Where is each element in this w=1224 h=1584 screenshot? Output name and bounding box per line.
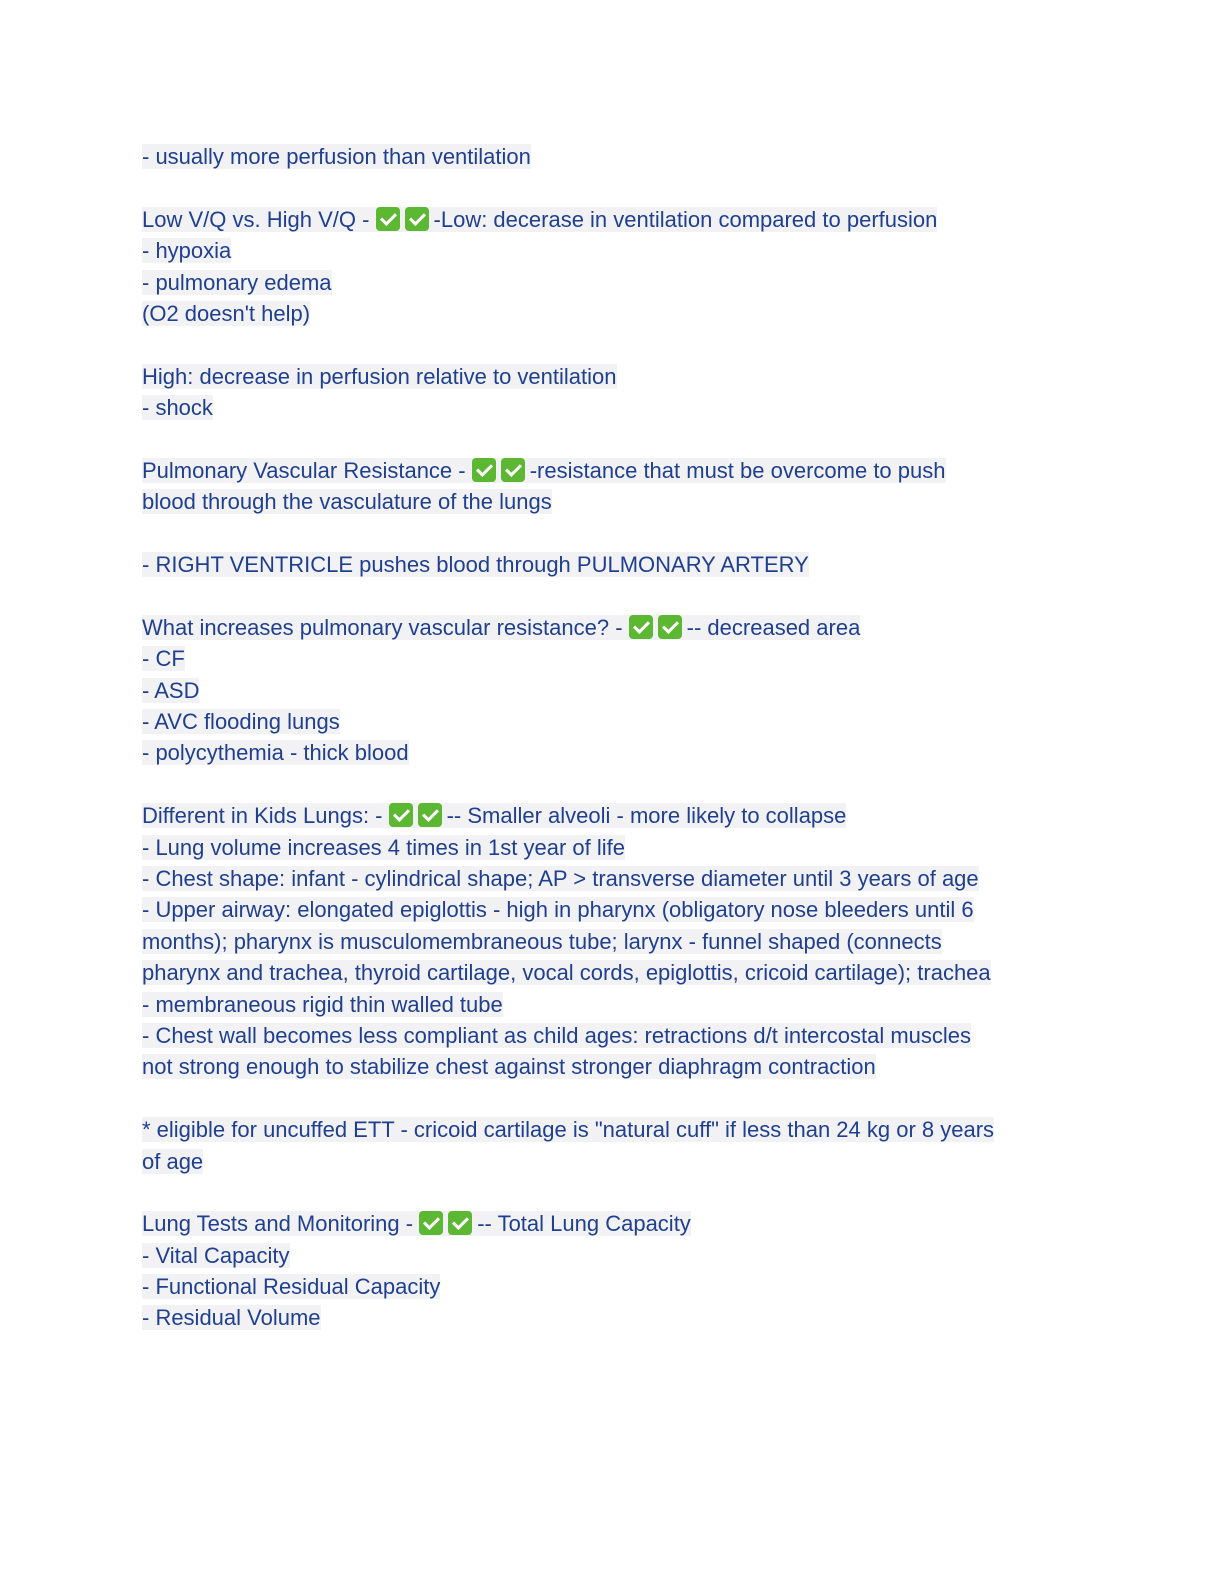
line-text: blood through the vasculature of the lungs bbox=[142, 489, 552, 515]
line-text: - AVC flooding lungs bbox=[142, 709, 340, 735]
line-text: pharynx and trachea, thyroid cartilage, vocal cords, epiglottis, cricoid cartilage); trachea bbox=[142, 960, 991, 986]
check-mark-button-icon bbox=[448, 1211, 472, 1235]
paragraph-gap bbox=[142, 172, 1082, 203]
text-line bbox=[142, 455, 1082, 486]
line-text: - Lung volume increases 4 times in 1st year of life bbox=[142, 834, 626, 860]
highlighted-text bbox=[142, 992, 503, 1017]
paragraph-gap bbox=[142, 518, 1082, 549]
text-line bbox=[142, 1240, 1082, 1271]
text-line bbox=[142, 361, 1082, 392]
highlighted-text bbox=[142, 646, 185, 671]
text-line bbox=[142, 894, 1082, 925]
line-text: * eligible for uncuffed ETT - cricoid cartilage is "natural cuff" if less than 24 kg or 8 years bbox=[142, 1117, 995, 1143]
check-mark-button-icon bbox=[376, 207, 400, 231]
check-mark-button-icon bbox=[419, 1211, 443, 1235]
text-line bbox=[142, 1302, 1082, 1333]
line-text: - Functional Residual Capacity bbox=[142, 1274, 441, 1300]
flashcard-term: Low V/Q vs. High V/Q - bbox=[142, 206, 376, 232]
text-line bbox=[142, 612, 1082, 643]
highlighted-text bbox=[142, 1149, 203, 1174]
flashcard-answer: -resistance that must be overcome to push bbox=[529, 457, 946, 483]
highlighted-text bbox=[142, 1274, 440, 1299]
highlighted-text bbox=[142, 364, 617, 389]
highlighted-text bbox=[142, 929, 942, 954]
text-line bbox=[142, 737, 1082, 768]
check-mark-button-icon bbox=[418, 803, 442, 827]
line-text: - shock bbox=[142, 395, 213, 421]
text-line bbox=[142, 800, 1082, 831]
text-line bbox=[142, 832, 1082, 863]
check-mark-button-icon bbox=[501, 458, 525, 482]
line-text: - polycythemia - thick blood bbox=[142, 740, 409, 766]
paragraph-gap bbox=[142, 329, 1082, 360]
text-line bbox=[142, 1051, 1082, 1082]
highlighted-text bbox=[142, 458, 946, 483]
text-line bbox=[142, 204, 1082, 235]
highlighted-text bbox=[142, 489, 552, 514]
flashcard-answer: -- Total Lung Capacity bbox=[477, 1211, 691, 1237]
text-line bbox=[142, 1208, 1082, 1239]
text-line bbox=[142, 643, 1082, 674]
text-line bbox=[142, 1020, 1082, 1051]
text-line bbox=[142, 1271, 1082, 1302]
text-line bbox=[142, 989, 1082, 1020]
line-text: - Upper airway: elongated epiglottis - high in pharynx (obligatory nose bleeders until 6 bbox=[142, 897, 974, 923]
line-text: - Vital Capacity bbox=[142, 1242, 290, 1268]
text-line bbox=[142, 486, 1082, 517]
highlighted-text bbox=[142, 301, 310, 326]
paragraph-gap bbox=[142, 424, 1082, 455]
paragraph-gap bbox=[142, 769, 1082, 800]
highlighted-text bbox=[142, 709, 340, 734]
text-line bbox=[142, 926, 1082, 957]
paragraph-gap bbox=[142, 580, 1082, 611]
check-mark-button-icon bbox=[658, 615, 682, 639]
line-text: - Residual Volume bbox=[142, 1305, 321, 1331]
text-line bbox=[142, 392, 1082, 423]
flashcard-answer: -- decreased area bbox=[686, 614, 861, 640]
text-line bbox=[142, 1114, 1082, 1145]
flashcard-term: Pulmonary Vascular Resistance - bbox=[142, 457, 472, 483]
text-line bbox=[142, 235, 1082, 266]
line-text: High: decrease in perfusion relative to ventilation bbox=[142, 363, 617, 389]
highlighted-text bbox=[142, 1117, 994, 1142]
line-text: - Chest shape: infant - cylindrical shape; AP > transverse diameter until 3 years of age bbox=[142, 865, 979, 891]
highlighted-text bbox=[142, 897, 974, 922]
flashcard-term: Different in Kids Lungs: - bbox=[142, 803, 389, 829]
flashcard-answer: -Low: decerase in ventilation compared to perfusion bbox=[433, 206, 938, 232]
document-page bbox=[142, 141, 1082, 1334]
line-text: - membraneous rigid thin walled tube bbox=[142, 991, 503, 1017]
check-mark-button-icon bbox=[405, 207, 429, 231]
highlighted-text bbox=[142, 1023, 971, 1048]
paragraph-gap bbox=[142, 1083, 1082, 1114]
highlighted-text bbox=[142, 1305, 321, 1330]
paragraph-gap bbox=[142, 1177, 1082, 1208]
text-line bbox=[142, 549, 1082, 580]
flashcard-answer: -- Smaller alveoli - more likely to collapse bbox=[446, 803, 847, 829]
highlighted-text bbox=[142, 803, 846, 828]
line-text: - RIGHT VENTRICLE pushes blood through PULMONARY ARTERY bbox=[142, 552, 809, 578]
line-text: - ASD bbox=[142, 677, 200, 703]
line-text: - Chest wall becomes less compliant as child ages: retractions d/t intercostal muscles bbox=[142, 1022, 972, 1048]
line-text: of age bbox=[142, 1148, 204, 1174]
text-line bbox=[142, 298, 1082, 329]
highlighted-text bbox=[142, 395, 213, 420]
text-line bbox=[142, 267, 1082, 298]
text-line bbox=[142, 863, 1082, 894]
highlighted-text bbox=[142, 552, 809, 577]
flashcard-term: What increases pulmonary vascular resistance? - bbox=[142, 614, 629, 640]
highlighted-text bbox=[142, 835, 625, 860]
flashcard-term: Lung Tests and Monitoring - bbox=[142, 1211, 420, 1237]
text-line bbox=[142, 706, 1082, 737]
line-text: - hypoxia bbox=[142, 238, 232, 264]
highlighted-text bbox=[142, 1211, 691, 1236]
highlighted-text bbox=[142, 678, 199, 703]
line-text: months); pharynx is musculomembraneous tube; larynx - funnel shaped (connects bbox=[142, 928, 942, 954]
text-line bbox=[142, 141, 1082, 172]
highlighted-text bbox=[142, 740, 409, 765]
highlighted-text bbox=[142, 1243, 290, 1268]
check-mark-button-icon bbox=[472, 458, 496, 482]
line-text: (O2 doesn't help) bbox=[142, 300, 311, 326]
check-mark-button-icon bbox=[389, 803, 413, 827]
line-text: not strong enough to stabilize chest against stronger diaphragm contraction bbox=[142, 1054, 876, 1080]
text-line bbox=[142, 1146, 1082, 1177]
highlighted-text bbox=[142, 866, 979, 891]
highlighted-text bbox=[142, 615, 860, 640]
highlighted-text bbox=[142, 238, 231, 263]
line-text: - usually more perfusion than ventilation bbox=[142, 144, 531, 169]
highlighted-text bbox=[142, 144, 531, 169]
text-line bbox=[142, 675, 1082, 706]
check-mark-button-icon bbox=[629, 615, 653, 639]
line-text: - pulmonary edema bbox=[142, 269, 332, 295]
text-line bbox=[142, 957, 1082, 988]
highlighted-text bbox=[142, 207, 937, 232]
highlighted-text bbox=[142, 1054, 876, 1079]
highlighted-text bbox=[142, 270, 332, 295]
highlighted-text bbox=[142, 960, 991, 985]
line-text: - CF bbox=[142, 646, 185, 672]
